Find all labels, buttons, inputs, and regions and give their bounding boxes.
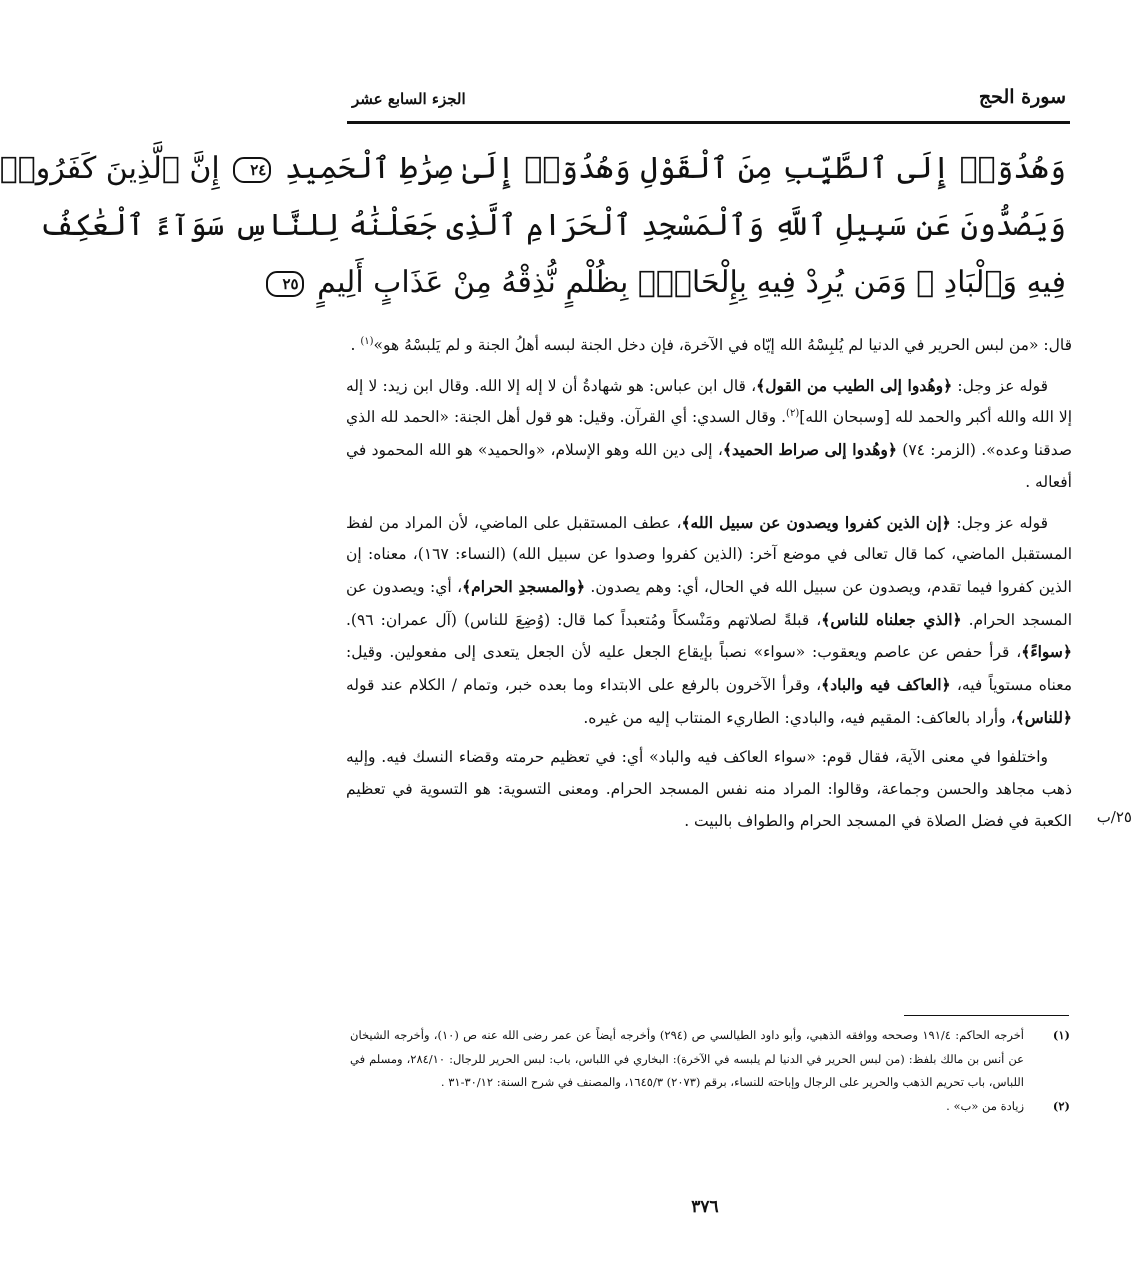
juz-title: الجزء السابع عشر — [352, 90, 466, 108]
verse-line-3 — [282, 254, 1066, 311]
commentary-body — [346, 330, 1072, 846]
quoted-verse: ﴿وهُدوا إلى صراط الحميد﴾ — [722, 440, 897, 460]
footnote-ref: (١) — [360, 335, 374, 347]
paragraph-text: قوله عز وجل: — [952, 376, 1048, 395]
paragraph-text: ، وقرأ الآخرون بالرفع على الابتداء وما بعده خبر، وتمام / الكلام عند قوله — [346, 676, 822, 695]
paragraph-text: . وقال السدي: أي القرآن. وقيل: هو قول أهل الجنة: «الحمد لله الذي صدقنا وعده». (الزمر: ٧٤) — [346, 408, 1072, 460]
paragraph-text: ، قرأ حفص عن عاصم ويعقوب: «سواء» نصباً بإيقاع الجعل عليه لأن الجعل يتعدى إلى مفعولين. وقيل: معناه مستوياً فيه، — [346, 643, 1072, 695]
verse-line-1 — [0, 140, 1066, 197]
quoted-verse: ﴿والمسجدِ الحرام﴾ — [462, 576, 586, 596]
paragraph-text: ، وأراد بالعاكف: المقيم فيه، والبادي: الطاريء المنتاب إليه من غيره. — [583, 708, 1016, 727]
footnote-divider — [904, 1015, 1069, 1016]
footnote-number: (٢) — [1052, 1098, 1070, 1113]
paragraph-text: ، قال ابن عباس: هو شهادةُ أن لا إله إلا الله. وقال ابن زيد: لا إله إلا الله والله أكبر والحمد لله [وسبحان الله] — [346, 376, 1072, 427]
footnote — [350, 1095, 1070, 1119]
footnotes — [350, 1024, 1070, 1118]
paragraph — [346, 370, 1072, 499]
footnote-text: زيادة من «ب» . — [946, 1098, 1024, 1113]
verse-text: وَهُدُوٓا۟ إِلَى ٱلطَّيِّبِ مِنَ ٱلْقَوْلِ وَهُدُوٓا۟ إِلَىٰ صِرَٰطِ ٱلْحَمِيدِ — [284, 151, 1066, 186]
footnote-text: أخرجه الحاكم: ١٩١/٤ وصححه ووافقه الذهبي، وأبو داود الطيالسي ص (٢٩٤) وأخرجه أيضاً عن عمر رضى الله عنه ص (١٠)، وأخرجه الشيخان عن أنس بن مالك بلفظ: (من لبس الحرير في الدنيا لم يلبسه في الآخرة): البخاري في اللباس، باب: لبس الحرير للرجال: ٢٨٤/١٠، ومسلم في اللباس، باب تحريم الذهب والحرير على الرجال وإباحته للنساء، برقم (٢٠٧٣) ١٦٤٥/٣، والمصنف في شرح السنة: ٣٠/١٢-٣١ . — [350, 1028, 1024, 1089]
paragraph-text: . — [350, 336, 361, 354]
paragraph-text: ، عطف المستقبل على الماضي، لأن المراد من لفظ المستقبل الماضي، كما قال تعالى في موضع آخر: (الذين كفروا وصدوا عن سبيل الله) (النساء: ١٦٧)، معناه: إن الذين كفروا فيما تقدم، ويصدون عن سبيل الله في الحال، أي: وهم يصدون. — [346, 513, 1073, 596]
verse-text: إِنَّ ٱلَّذِينَ كَفَرُوا۟ — [0, 151, 220, 186]
footnote-number: (١) — [1052, 1028, 1070, 1042]
quoted-verse: ﴿العاكف فيه والباد﴾ — [821, 675, 951, 695]
quoted-verse: ﴿للناس﴾ — [1015, 707, 1072, 727]
paragraph-text: ، إلى دين الله وهو الإسلام، «والحميد» هو الله المحمود في أفعاله . — [346, 441, 1072, 491]
paragraph-text: قال: «من لبس الحرير في الدنيا لم يُلبِسْهُ الله إيّاه في الآخرة، فإن دخل الجنة لبسه أهلُ الجنة و لم يَلبسْهُ هو» — [373, 336, 1072, 354]
ayah-number-marker: ٢٤ — [233, 157, 271, 183]
surah-title: سورة الحج — [978, 86, 1066, 108]
quoted-verse: ﴿وهُدوا إلى الطيب من القول﴾ — [756, 375, 953, 395]
paragraph — [346, 330, 1072, 362]
verse-text: فِيهِ وَٱلْبَادِ ۚ وَمَن يُرِدْ فِيهِ بِإِلْحَادٍۭ بِظُلْمٍ نُّذِقْهُ مِنْ عَذَابٍ أَلِيمٍ — [317, 265, 1066, 300]
paragraph: واختلفوا في معنى الآية، فقال قوم: «سواء العاكف فيه والباد» أي: في تعظيم حرمته وقضاء النسك فيه. وإليه ذهب مجاهد والحسن وجماعة، وقالوا: المراد منه نفس المسجد الحرام. ومعنى التسوية: هو التسوية في تعظيم الكعبة في فضل الصلاة في المسجد الحرام والطواف بالبيت . — [346, 748, 1072, 830]
paragraph-text: قوله عز وجل: — [950, 513, 1049, 532]
quoted-verse: ﴿سواءً﴾ — [1021, 642, 1072, 662]
paragraph-text: ، أي: ويصدون عن المسجد الحرام. — [346, 577, 1073, 629]
manuscript-folio-note: ٢٥/ب — [1096, 808, 1132, 826]
header-divider — [347, 121, 1070, 124]
running-header — [352, 82, 1066, 118]
ayah-number-marker: ٢٥ — [266, 271, 304, 297]
page-number: ٣٧٦ — [691, 1197, 719, 1217]
quoted-verse: ﴿إن الذين كفروا ويصدون عن سبيل الله﴾ — [681, 512, 951, 532]
footnote-ref: (٢) — [786, 408, 800, 420]
quoted-verse: ﴿الذي جعلناه للناس﴾ — [821, 609, 962, 629]
quran-verses — [0, 140, 1066, 311]
paragraph-text: ، قبلةً لصلاتهم ومَنْسكاً ومُتعبداً كما قال: (وُضِعَ للناس) (آل عمران: ٩٦). — [346, 610, 822, 629]
paragraph — [346, 507, 1072, 735]
footnote — [350, 1024, 1070, 1095]
verse-line-2: وَيَصُدُّونَ عَن سَبِيلِ ٱللَّهِ وَٱلْمَسْجِدِ ٱلْحَرَامِ ٱلَّذِى جَعَلْنَٰهُ لِلنَّاسِ سَوَآءً ٱلْعَٰكِفُ — [38, 208, 1066, 243]
